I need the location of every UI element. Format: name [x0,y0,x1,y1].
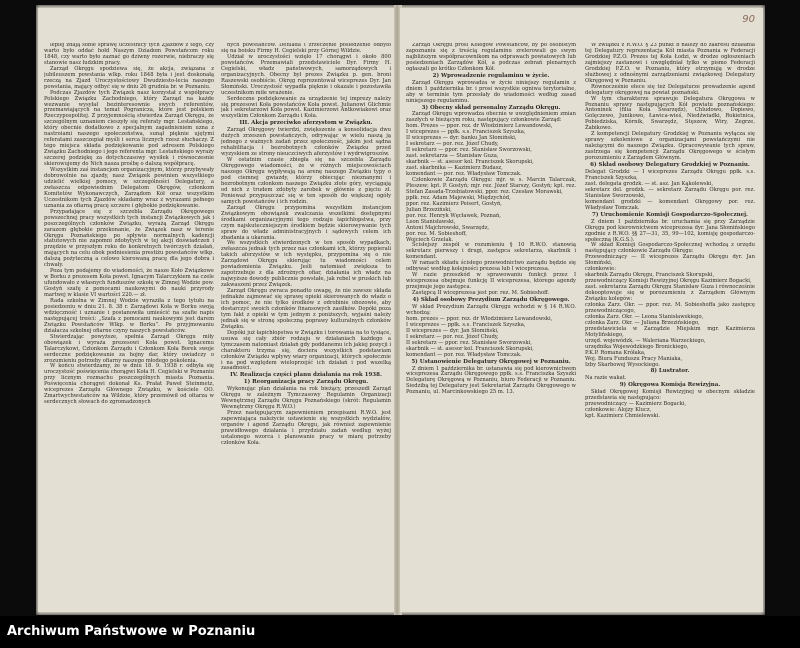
text-paragraph: I wiceprezes — ppłk. s.s. Franciszek Szyszka, [406,129,526,136]
text-paragraph: Wykonując plan działania na rok bieżący, przeszedł Zarząd Okręgu w zależnym Tymczasowy Regulamin Organizacji Wewnętrznej Zarządu Okręgu Poznańskiego (skrót: Regulamin Wewnętrzny Okręgu R.W.O.) [221,386,391,411]
text-paragraph: komendant — por. rez. Władysław Tomczak. [406,351,522,358]
text-paragraph: I sekretarz — por. rez. Józef Chudy, [406,333,499,340]
column-2 [221,43,391,608]
text-paragraph: hom. Prezes — ppor. rez. dr Włodzimierz Lewandowski, [406,123,553,130]
section-heading: 9) Okręgowa Komisja Rewizyjna. [619,382,721,389]
text-paragraph: urzęd. wojewódzk. — Waleriana Warzeckiego, [585,337,706,344]
text-paragraph: W ostatnim czasie zbiegła się na szczebla Zarządu Okręgowego wiadomości, że w różnych miejscowościach naszego Okręgu wypływają na arenę naszego Związku typy o pod ciemnej gwiazdy, którzy obiecując nieznanymi i bezrobotnym członkom naszego Związku złote góry, wyciągają od nich z trudem zdobyty zarobek w głównie z pięciu zł. Ponieważ przypuszczać się w ten sposób do większej ogóły samych powstańców i ich rodzin. [221,157,391,205]
text-paragraph: II sekretarz — ppor. rez. Stanisław Sworzowski, [406,339,532,346]
text-paragraph: II wiceprezes — dyr. Jan Słomiński, [406,327,499,334]
text-paragraph: Stwierdzając powyższe, spełnia Zarząd Okręgu miły obowiązek i wyraża prezesowi Koła powst. Ignacemu Talarczykowi, Członkom Zarządu i Członkom Koła Borek swoje serdeczne podziękowanie za hojny dar, który uwiadczy o zrozumieniu potrzeby ofiarny naszego młodego pokolenia. [44,333,214,364]
section-heading: 8) Lustrator. [650,368,690,375]
text-paragraph: członka Zarz. Okr. — Leona Stanisławskiego, [585,313,704,320]
text-paragraph: W końcu stwierdzamy, że w dniu 18. 9. 1938 r. odbyła się uroczystość poświęcenia chorągwi Koła H. Cegielski w Poznaniu przy licznym rozmachu poszczególnych miasta Poznania. Poświęcenia chorągwi dokonał Ks. Prałat Paweł Steinmetz, wiceprezes Zarządu Głównego Związku, w kościele OO. Zmartwychwstańców na Wildzie, który przemówił od ołtarza w serdecznych słowach do zgromadzonych [44,363,214,406]
text-paragraph: Przypadające się z szczebla Zarządu Okręgowego powszechnej pracy wszystkich tych instancji Związkowych jak i poszczególnych członków Związku, wyrażą Zarząd Okręgu zarazem głębokie przekonanie, że Związek nasz w terenie Okręgu Poznańskiego po spływie normalnych kadencji statutowych nie zapomni zdobytych w tej akcji doświadczeń i przędzie w przyszłym roku do konkretnych twórczych działań, mających na celu obok podniesienia prestiżu powstańców wlkp. dalszą pożyteczną a celowo kierowaną pracę dla jego dobra i chwały. [44,208,214,269]
text-paragraph: W skład Komisji Gospodarczo-Społecznej wchodzą z urzędu następujący członkowie Zarządu Okręgu: [585,242,755,255]
column-3 [406,43,576,608]
text-paragraph: Zarząd Okręgu prosi Kolegów Powstańców, by po osobistym zapoznaniu się z treścią regulaminu zrelerowali go swym najbliższym współpracownikom na odprawach powiatowych lub posiedzeniach Zarządów Kół, a podczas zebrań plenarnych ogłaszali go krótko Członkom Kół. [406,43,576,72]
text-paragraph: przewodniczący Komisji Rewizyjnej Okręgu Kazimierz Bogacki, [585,278,752,285]
text-paragraph: skarbnik Zarządu Okręgu, Franciszek Skorupski, [585,272,715,279]
text-paragraph: członka Zarz. Okr. — Juliana Brzezińskiego, [585,319,700,326]
text-paragraph: sekretarz del. grodzk. — sekretarz Zarządu Okręgu por. rez. Stanisław Sworzowski, [585,186,755,199]
text-paragraph: I wiceprezes — ppłk. s.s. Franciszek Szyszka, [406,321,526,328]
text-paragraph: Ścisłejszy zespół w rozumieniu § 10 R.W.O. stanowią sekretarz pierwszy i drugi, zastępca sekretarza, skarbnik i komendant. [406,242,576,261]
text-paragraph: Zarząd Okręgu zwraca ponadto uwagę, że nie zawsze składa jednakże zajmować się sprawę opieki skierowanych do władz o ich pomoc, że nie tylko środków z odrobinie obozowie, aby dostarczyć swoich członków finansowych zasiłków. Dopóki poza tym fakt z opieki w tym jednym z poniższych, wyjaśni należy jednak się w stronę społeczną poprawy kulturalnych członków Związku. [221,288,391,330]
section-heading: 3) Obecny skład personalny Zarządu Okręgu. [421,104,561,111]
text-paragraph: Wszystkim zaś instancjom organizacyjnym, którzy przybywały dobrowolnie na zjazdy, nasz Związek powinien wszystkiego udzielić wielkiej pomocy, w szczególności Delegatury, a zwłaszcza odpowiednim Delegatom Okręgów, członkom Komitetów Wykonawczych, Zarządom Kół oraz wszystkim Uczestnikom tych Zjazdów składamy wraz z wyrazami pełnego uznania za ofiarną pracę szczere i głębokie podziękowanie. [44,167,214,209]
text-paragraph: członkowie: [585,266,616,273]
section-heading: 7) Uruchomienie Komisji Gospodarczo-Społecznej. [592,211,748,218]
text-paragraph: Serdeczne podziękowanie za urządzenie tej imprezy należy się prezesowi Koła powstańców Koła powst. Julianowi Glichmie jak i sekretarzowi Koła powst. Kazimierzowi Antkowiakowi oraz wszystkim Członkom Zarządu i Koła. [221,95,391,120]
text-paragraph: Zastępcą II wiceprezesa jest por. rez. M. Sobieshoff. [412,290,550,297]
text-paragraph: ppor. rez. Kazimierz Peisert, Gostyń, [406,200,502,207]
text-paragraph: Izby Skarbowej Wysockiego. [585,361,660,368]
text-paragraph: Woj. Biura Funduszu Pracy Maniaka, [585,355,683,362]
text-paragraph: hom. prezes — ppor. rez. dr Włodzimierz Lewandowski, [406,315,553,322]
text-paragraph: kpt. Kazimierz Chmielewski. [585,413,660,420]
text-paragraph: Rada szkolna w Zimnej Wodzie wyraziła z tego tytułu na posiedzeniu w dniu 21. 8. 38 r. Zarządowi Koła w Borku swoją wdzięczność i uznanie i postanowiła umieścić na szafie napis następującej treści: „Szafa z pomocami naukowymi jest darem Związku Powstańców Wlkp. w Borku”. Po przyjmowaniu działacza szkolnej ofiarne czyny naszych powstańców. [44,297,214,334]
text-paragraph: członka Zarz. Okr. — ppor. rez. M. Sobieshoffa jako zastępcę przewodniczącego, [585,301,755,314]
text-paragraph: Przez następującym zapewnieniem przepisami R.W.O. jest zapewniająca należycie ustawienie się wszystkich wydziałów, organów i agend Zarządu Okręgu, jak również zapewnienie prawidłowego działania i przydziału zadań według wyżej ustalonego wzorca i planowanie pracy w miarę potrzeby członków Koła. [221,410,391,446]
text-paragraph: Zarząd Okręgu przypomina wszystkim instancjom Związkowym obowiązek zwalczania wszelkimi dostępnymi środkami organizacyjnymi tego rodzaju łapichłopstwa, przy czym najskuteczniejszym środkiem będzie skierowywanie tych spraw do władz administracyjnych i sądowych celem ich zbadania a ukarania. [221,204,391,241]
text-paragraph: ppłk. rez. Adam Majewski, Międzychód, [406,194,511,201]
text-paragraph: Zarząd Okręgu wprowadza obecnie w uwzględnieniem zmian zaszłych w bieżącym roku, następujący członkowie Zarząd: [406,111,576,124]
column-4 [585,43,755,608]
text-paragraph: lepiej zdają sobie sprawę uczestnicy tych Zjazdów z tego, czy warto było oddać hołd Naszym Dziadom Powstańcom roku 1848, czy warto było zaznać go dziwny rozerwie, niebraczy się stanowie nasz łudzkim pracy. [44,43,214,66]
text-paragraph: I sekretarz — por. rez. Józef Chudy, [406,141,499,148]
text-paragraph: por. rez. M. Sobieshoff, [406,230,467,237]
text-paragraph: Z dniem 1 października br. uruchamia się przy Zarządzie Okręgu pod kierownictwem wiceprezesa dyr. Jana Słomińskiego zgodnie z R.W.O. §§ 27—31, 35, 99—102, komisję gospodarczo-społeczną (K.G.S.). [585,218,755,243]
text-paragraph: Z kompetencji Delegatury Grodzkiej w Poznaniu wyłącza się sprawy szkoleniowe z organizacjami powstańczymi nie należącymi do naszego Związku. Opracowywanie tych spraw, zastrzega się kompetencji Zarządu Okręgowego w ścisłym porozumieniu z Zarządem Głównym. [585,131,755,162]
text-paragraph: zast. sekretarza — Stanisław Guza, [406,153,499,160]
section-heading: 1) Reorganizacja pracy Zarządu Okręgu. [243,379,369,386]
text-paragraph: Udział w uroczystości wzięło 17 chorągwi i około 800 powstańców. Przemawiali przedstawiciele Dyr. Firmy H. Cegielski, władz państwowych, samorządowych i organizacyjnych. Obecny był prezes Związku p. gen. broni Raszewski osobiście. Okręg reprezentował wiceprezes Dyr. Jan Słomiński. Uroczystość wypadła pięknie i okazale i pozostawiła uczestnikom miłe wrażenie. [221,53,391,96]
text-paragraph: komendant grodzki — komendant Okręgowy por. rez. Władysław Tomczak. [585,198,755,211]
text-paragraph: W tym charakterze sprawuje Delegatura Okręgowa w Poznaniu sprawy następujących Kół powiatu poznańskiego: Antoninek (filia Koła Swarzędz), Chludowo, Dopiewo, Golęczewo, Junikowo, Ławica-wieś, Niedźwiadki, Rokietnica, Pobiedziska, Kórnik, Swarzędz, Stęszew, Wiry, Zegrze, Żabikowo. [585,95,755,132]
text-paragraph: Leon Stanisławski, [406,218,456,225]
text-paragraph: Zarząd Okręgu spodziewa się, że akcja, związana z jubileuszem powstania wlkp. roku 1848 była i jest doskonałą rzeczą na Zjazd Uroczystościowy Dwudziesto-lecia naszego powstania, mający odbyć się w dniu 26 grudnia br. w Poznaniu. [44,65,214,90]
text-paragraph: por. rez. Henryk Węcławek, Poznań, [406,212,501,219]
text-paragraph: skarbnik — st. asesor kol. Franciszek Skorupski, [406,345,534,352]
section-heading: 6) Skład osobowy Delegatury Grodzkiej w Poznaniu. [590,162,750,169]
text-paragraph: przewodniczący — Kazimierz Bogacki, [585,401,687,408]
text-paragraph: Antoni Majchrowski, Swarzędz, [406,224,490,231]
text-paragraph: Dopóki już łapichłopstwa w Związku i torowania na to tysiące, usuwa się cały zbiór rodzaju w działaniach każdego a tymczasem natomiast działań gdy poddanemu ich jakiej pozycji i charakteru trzyma się, dociera wszystkich podstawiam członków Związku wpływy wiary organizacji, których społecznie i na pod względem wieloprzejść ich działań i pod wszelką zasadności. [221,329,391,372]
page-number: 90 [742,14,755,25]
text-paragraph: Podczas Zjazdów tych Związek nasz korzystał z współpracy Polskiego Związku Zachodniego, który Zarząd na każde wezwanie wysyłał bezinteresownie swych referentów, przemawiających na temat Pogranicza, które jest polskiem Rzeczypospolitej. Z przyjemnością stwierdza Zarząd Okręgu, że szczególnym uznaniem cieszyły się referaty mgr. Lestańskiego, który obecnie dodatkowo z specjalnym zagadnieniem uzna z nastroiami naszego społeczeństwa, sunął pięknie ujętymi referatami zaszczepiał myśli i serca licznych rzesz słuchaczy. Z tego miejsca składa podziękowanie pod adresem Polskiego Związku Zachodniego i jego referenta mgr. Lestańskiego wyraży szczerej podziękę za dotychczasowy wysiłek i równoczesnie skierowujemy do Nich nasza prośbę o dalszą współpracę. [44,89,214,168]
archive-footer [0,616,800,648]
text-paragraph: urzędnika Wojewódzkiego Bronickiego, [585,343,689,350]
text-paragraph: II wiceprezes — dyr. banku Jan Słomiński, [406,135,517,142]
text-paragraph: członkowie: Alojzy Klucz, [585,407,652,414]
archive-label: Archiwum Państwowe w Poznaniu [7,624,256,639]
column-1 [44,43,214,608]
text-paragraph: W ramach składu ścisłego przewodnictwo zarządu będzie się odbywać według kolejności prezesa lub I wiceprezesa. [406,260,576,273]
text-paragraph: Członkowie Zarządu Okręgu: mjr. w. s. Marcin Talarczak, Pleszew; kpt. P. Gostyń; mjr. rez. Józef Starszy, Gostyń; kpt. rez. Stefan Zasada-Trzebiatowski, ppor. rez. Czesław Morawski, [406,176,576,195]
text-paragraph: W razie przeszkód w sprawowaniu funkcji przez I wiceprezesa obejmuje funkcję II wiceprezesa, którego agendy przejmuje jego zastępca. [406,272,576,291]
text-paragraph: Z dniem 1 października br. ustanawia się pod kierownictwem wiceprezesa Zarządu Okręgowego ppłk. s.s. Franciszka Szyszki Delegaturę Okręgową w Poznaniu, biuro Federacji w Poznaniu. Siedzibą tej Delegatury jest Sekretariat Zarządu Okręgowego w Poznaniu, ul. Marcinkowskiego 25 m. 13. [406,365,576,396]
text-paragraph: Równocześnie ełece się też Delegaturze prowadzenie agend delegatury okręgowej na powiat poznański. [585,83,755,96]
text-paragraph: nych powstańców. Defilada i zrzeczenie posiedzenie odbyło się na boisku Firmy H. Cegielski przy Górnej Wildzie. [221,43,391,54]
text-paragraph: Wojciech Grzelak. [406,236,454,243]
text-paragraph: We wszystkich stwierdzonych w ten sposób wypadkach, zwłaszcza jednak tych przez nas członkami ich, którzy popierali takich aferzystów w ich występku, przypomina się o nie Zarządowi Okręgu skierując tu wiadomości celem powiadomienia Związku. Jeśli natomiast zwiększa to zapotrzebuje z dla zdrożnych ofiar, działania ich władz na najwyższe dowody publicznie powstałe, jak rebel w pruskich lub zakwaszeni przez Związek. [221,240,391,289]
text-paragraph: W związku z R.W.O. § 23 punkt b należy do zakresu działania tej Delegatury reprezentacja Kół miasta Poznania w Federacji Grodzkiej P.Z.O. Prezes tej Koła Łodzi, w drodze ogłoszeniach zajmiejszy zastanowi i uwzględniał tylko w pismo Federacji Grodzkiej P.Z.O. w Poznaniu, który otrzymują w drodze służbowej z odnośnymi zarządzeniami związkowej Delegatury Okręgowej w Poznaniu. [585,43,755,84]
right-page [400,8,763,612]
section-heading: III. Akcja przeciwko aferzystom w Związku. [239,120,373,127]
text-paragraph: Skład Okręgowej Komisji Rewizyjnej w obecnym składzie przedstawia się następująco: [585,389,755,402]
section-heading: IV. Realizacja części planu działania na rok 1938. [230,372,382,379]
text-paragraph: Przewodniczący — II wiceprezes Zarządu Okręgu dyr. Jan Słomiński, [585,254,755,267]
text-paragraph: Zarząd Okręgowy twierdzi, zwiększenie a konsolidacja dwu dużych zrzeszeń powstańczych, odrywając w wielu naszą ją jednego z ważnych zadań przez społeczność, jakim jest sądna rehabilitacja i bezrobotnych członków Związku przed wyzyskiem ze strony nieuczciwych aferzystów i wydrwigroszów. [221,127,391,158]
text-paragraph: Poza tym podajemy do wiadomości, że nasze Koło Związkowe w Borku z prezesem Koła powst. Ignacym Talarczykiem na czele ufundowało z własnych funduszów szkołę w Zimnej Wodzie pow. Gostyń szafę z pomocami naukowymi do nauki przyrody martwej w klasie VI wartości 220.— zł. [44,268,214,299]
text-paragraph: Zarząd Okręgu wprowadza w życie niniejszy regulamin z dniem 1 października br. i prosi wszystkie ogniwa terytorialne, aby w terminie tym przesłały do wiadomości według zasad niniejszego regulaminu. [406,79,576,104]
section-heading: 2) Wprowadzenie regulaminu w życie. [432,72,550,79]
text-paragraph: komendant — por. rez. Władysław Tomczak. [406,171,522,178]
text-paragraph: Na razie wakat. [585,375,627,382]
text-paragraph: skarbnik — st. asesor kol. Franciszek Skorupski, [406,159,534,166]
text-paragraph: zast. delegata grodzk. — st. asz. Jan Kąkolewski, [585,180,713,187]
section-heading: 5) Ustanowienie Delegatury Okręgowej w Poznaniu. [411,358,571,365]
text-paragraph: zast. skarbnika — Kazimierz Budasz, [406,165,503,172]
text-paragraph: W skład Prezydium Zarządu Okręgu wchodzi w § 14 R.W.O. wchodzą: [406,303,576,316]
text-paragraph: Delegat Grodzki — I wiceprezes Zarządu Okręgu ppłk. s.s. Franciszek Szyszka, [585,169,755,181]
text-paragraph: przedstawiciela w Zarządzie Miejskim mgr. Kazimierza Motylińskiego, [585,325,755,338]
scanned-document [36,5,765,615]
section-heading: 4) Skład osobowy Prezydium Zarządu Okręgowego. [412,297,570,304]
text-paragraph: zast. sekretarza Zarządu Okręgu Stanisław Guza i równocześnie dokooptowuje się w porozumieniu z Zarządem Głównym Związku kolegów: [585,284,755,303]
text-paragraph: P.K.P. Romana Krółaka, [585,349,646,356]
text-paragraph: II sekretarz — ppor. rez. Stanisław Sworzowski, [406,147,532,154]
text-paragraph: Julian Brzeziński, [406,206,452,213]
left-page [38,8,396,612]
